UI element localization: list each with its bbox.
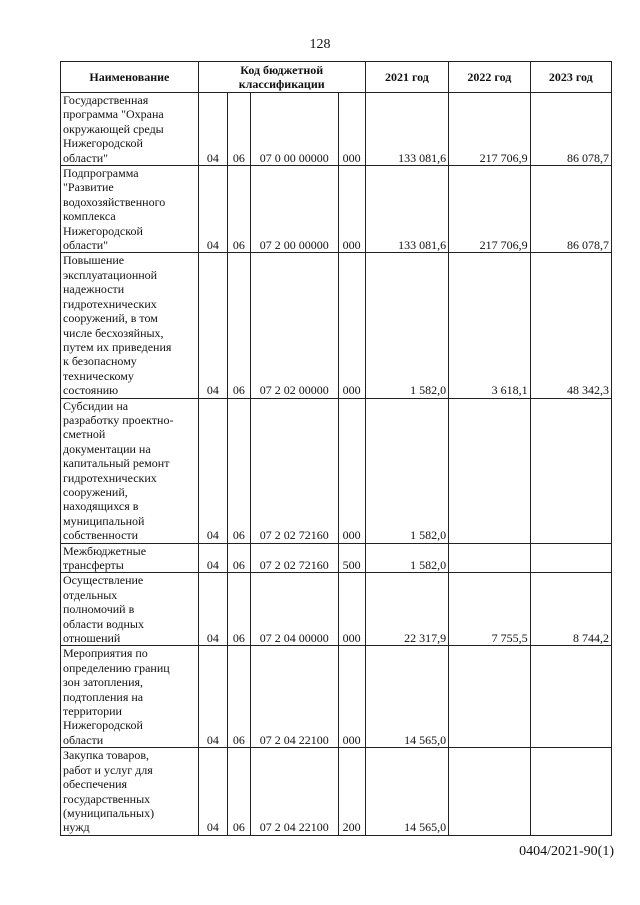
row-value-2022 xyxy=(449,543,530,573)
row-subsection-code: 06 xyxy=(227,543,250,573)
row-section-code: 04 xyxy=(198,646,227,748)
row-value-2022 xyxy=(449,646,530,748)
document-reference: 0404/2021-90(1) xyxy=(519,844,614,859)
row-section-code: 04 xyxy=(198,543,227,573)
row-value-2021: 1 582,0 xyxy=(365,398,448,543)
row-expense-type: 000 xyxy=(338,253,365,398)
row-value-2023: 86 078,7 xyxy=(530,166,611,253)
row-target-code: 07 0 00 00000 xyxy=(250,93,338,166)
table-body xyxy=(61,93,612,836)
table-row xyxy=(61,398,612,543)
row-section-code: 04 xyxy=(198,253,227,398)
row-target-code: 07 2 04 22100 xyxy=(250,646,338,748)
row-target-code: 07 2 02 00000 xyxy=(250,253,338,398)
row-value-2022: 217 706,9 xyxy=(449,166,530,253)
row-target-code: 07 2 02 72160 xyxy=(250,398,338,543)
row-value-2021: 133 081,6 xyxy=(365,166,448,253)
table-row xyxy=(61,543,612,573)
table-row xyxy=(61,253,612,398)
row-section-code: 04 xyxy=(198,398,227,543)
row-value-2021: 1 582,0 xyxy=(365,543,448,573)
row-expense-type: 000 xyxy=(338,573,365,646)
row-name: Государственная программа "Охрана окружающей среды Нижегородской области" xyxy=(61,93,199,166)
row-value-2023 xyxy=(530,543,611,573)
row-name: Субсидии на разработку проектно- сметной документации на капитальный ремонт гидротехнических сооружений, находящихся в муниципальной собственности xyxy=(61,398,199,543)
row-subsection-code: 06 xyxy=(227,166,250,253)
row-target-code: 07 2 00 00000 xyxy=(250,166,338,253)
row-subsection-code: 06 xyxy=(227,398,250,543)
page-number: 128 xyxy=(309,37,331,52)
row-name: Закупка товаров, работ и услуг для обеспечения государственных (муниципальных) нужд xyxy=(61,748,199,835)
row-value-2022: 3 618,1 xyxy=(449,253,530,398)
table-row xyxy=(61,646,612,748)
row-subsection-code: 06 xyxy=(227,646,250,748)
row-subsection-code: 06 xyxy=(227,573,250,646)
row-value-2022 xyxy=(449,398,530,543)
table-row xyxy=(61,748,612,835)
row-section-code: 04 xyxy=(198,748,227,835)
header-row xyxy=(61,62,612,93)
row-expense-type: 000 xyxy=(338,398,365,543)
row-value-2023 xyxy=(530,646,611,748)
row-value-2023: 86 078,7 xyxy=(530,93,611,166)
budget-table xyxy=(60,61,612,836)
row-section-code: 04 xyxy=(198,93,227,166)
header-2023: 2023 год xyxy=(530,62,611,93)
row-subsection-code: 06 xyxy=(227,748,250,835)
row-value-2021: 22 317,9 xyxy=(365,573,448,646)
row-expense-type: 000 xyxy=(338,646,365,748)
row-name: Подпрограмма "Развитие водохозяйственного комплекса Нижегородской области" xyxy=(61,166,199,253)
header-code: Код бюджетной классификации xyxy=(198,62,365,93)
row-section-code: 04 xyxy=(198,166,227,253)
row-name: Межбюджетные трансферты xyxy=(61,543,199,573)
header-2022: 2022 год xyxy=(449,62,530,93)
row-value-2021: 1 582,0 xyxy=(365,253,448,398)
row-section-code: 04 xyxy=(198,573,227,646)
row-name: Мероприятия по определению границ зон затопления, подтопления на территории Нижегородской области xyxy=(61,646,199,748)
table-row xyxy=(61,573,612,646)
row-value-2023 xyxy=(530,398,611,543)
row-target-code: 07 2 04 00000 xyxy=(250,573,338,646)
row-value-2023 xyxy=(530,748,611,835)
header-2021: 2021 год xyxy=(365,62,448,93)
row-value-2021: 14 565,0 xyxy=(365,748,448,835)
row-expense-type: 000 xyxy=(338,93,365,166)
row-expense-type: 000 xyxy=(338,166,365,253)
row-name: Повышение эксплуатационной надежности гидротехнических сооружений, в том числе бесхозяйных, путем их приведения к безопасному техническому состоянию xyxy=(61,253,199,398)
row-target-code: 07 2 02 72160 xyxy=(250,543,338,573)
row-expense-type: 500 xyxy=(338,543,365,573)
header-name: Наименование xyxy=(61,62,199,93)
row-value-2021: 14 565,0 xyxy=(365,646,448,748)
row-value-2023: 8 744,2 xyxy=(530,573,611,646)
row-expense-type: 200 xyxy=(338,748,365,835)
row-value-2023: 48 342,3 xyxy=(530,253,611,398)
row-target-code: 07 2 04 22100 xyxy=(250,748,338,835)
row-value-2022: 217 706,9 xyxy=(449,93,530,166)
row-value-2022 xyxy=(449,748,530,835)
row-value-2021: 133 081,6 xyxy=(365,93,448,166)
table-row xyxy=(61,93,612,166)
row-subsection-code: 06 xyxy=(227,253,250,398)
row-value-2022: 7 755,5 xyxy=(449,573,530,646)
row-subsection-code: 06 xyxy=(227,93,250,166)
table-row xyxy=(61,166,612,253)
row-name: Осуществление отдельных полномочий в области водных отношений xyxy=(61,573,199,646)
